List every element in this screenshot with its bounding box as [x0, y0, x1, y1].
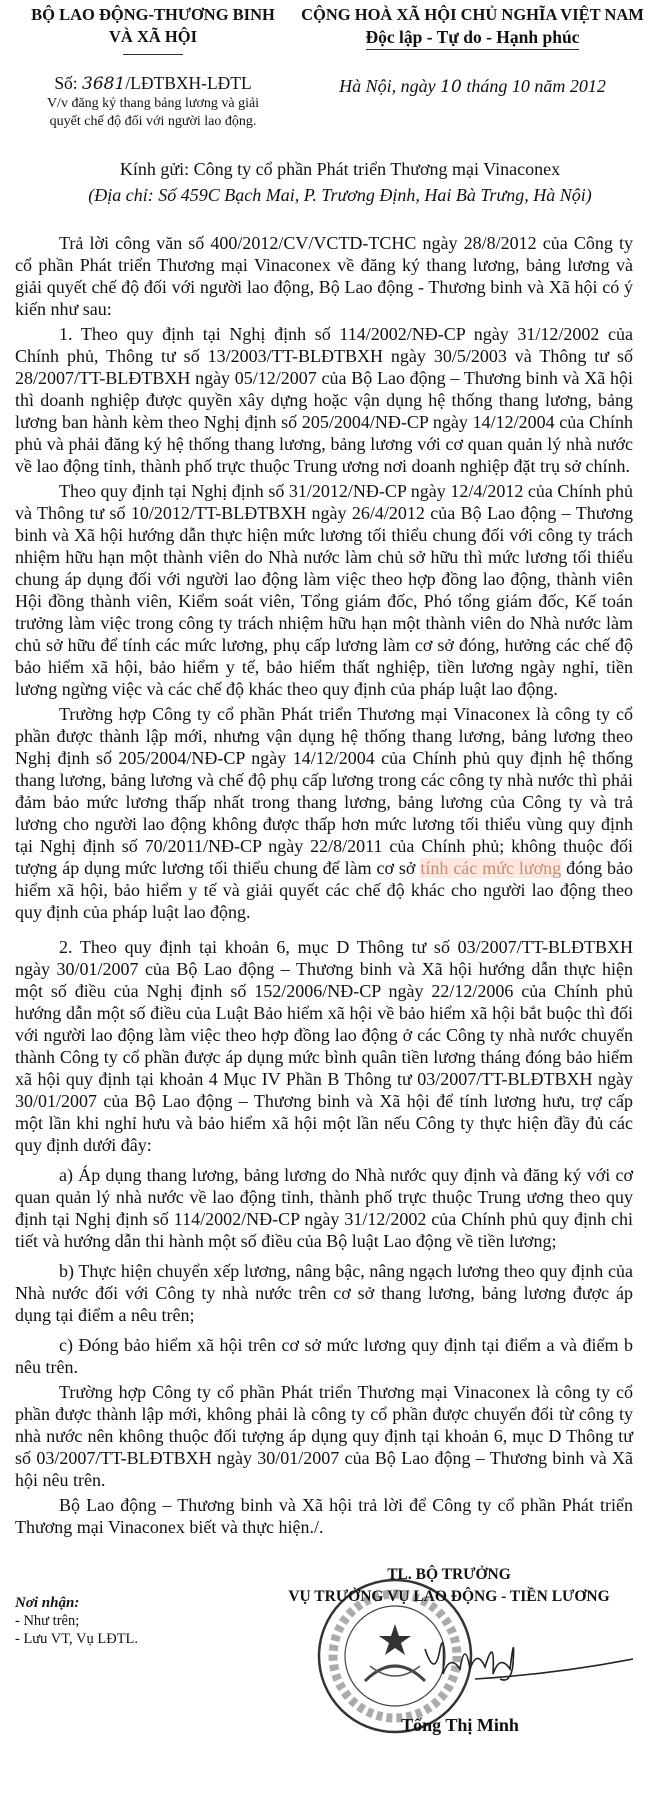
date-suffix: tháng 10 năm 2012 [461, 76, 606, 96]
national-header [300, 4, 645, 97]
divider [123, 54, 183, 55]
signer-name: Tống Thị Minh [401, 1715, 519, 1735]
highlighted-text: tính các mức lương [420, 858, 562, 878]
document-number [8, 73, 298, 94]
handwritten-number: 3681 [82, 74, 126, 94]
signature-title-1: TL. BỘ TRƯỞNG [387, 1566, 511, 1583]
item-b: b) Thực hiện chuyển xếp lương, nâng bậc, nâng ngạch lương theo quy định của Nhà nước đối với Công ty nhà nước trên cơ sở thang lương, bảng lương được áp dụng tại điểm a nêu trên; [15, 1261, 633, 1325]
item-c: c) Đóng bảo hiểm xã hội trên cơ sở mức lương quy định tại điểm a và điểm b nêu trên. [15, 1335, 633, 1377]
ministry-name-line2: VÀ XÃ HỘI [108, 27, 197, 46]
paragraph-1c-text-end: đóng bảo hiểm xã hội, bảo hiểm y tế và giải quyết các chế độ khác cho người lao động theo quy định của pháp luật lao động. [15, 858, 633, 922]
closing-paragraph: Bộ Lao động – Thương binh và Xã hội trả lời để Công ty cổ phần Phát triển Thương mại Vinaconex biết và thực hiện./. [15, 1495, 633, 1537]
recipient-address: (Địa chỉ: Số 459C Bạch Mai, P. Trương Định, Hai Bà Trưng, Hà Nội) [88, 185, 592, 205]
country-name: CỘNG HOÀ XÃ HỘI CHỦ NGHĨA VIỆT NAM [301, 5, 644, 24]
paragraph-1b: Theo quy định tại Nghị định số 31/2012/NĐ-CP ngày 12/4/2012 của Chính phủ và Thông tư số 10/2012/TT-BLĐTBXH ngày 26/4/2012 của Bộ Lao động – Thương binh và Xã hội hướng dẫn thực hiện mức lương tối thiểu chung đối với công ty trách nhiệm hữu hạn một thành viên do Nhà nước làm chủ sở hữu thì mức lương tối thiểu chung áp dụng đối với người lao động làm việc theo hợp đồng lao động, thành viên Hội đồng thành viên, Kiểm soát viên, Tổng giám đốc, Phó tổng giám đốc, Kế toán trưởng làm việc trong công ty trách nhiệm hữu hạn một thành viên do Nhà nước làm chủ sở hữu để tính các mức lương, phụ cấp lương làm cơ sở đóng, hưởng các chế độ bảo hiểm xã hội, bảo hiểm y tế, bảo hiểm thất nghiệp, tiền lương ngày nghỉ, tiền lương ngừng việc và các chế độ khác theo quy định của pháp luật lao động. [15, 481, 633, 699]
letter-body [15, 232, 633, 1754]
issuer-block [8, 4, 298, 130]
paragraph-1: 1. Theo quy định tại Nghị định số 114/2002/NĐ-CP ngày 31/12/2002 của Chính phủ, Thông tư số 13/2003/TT-BLĐTBXH ngày 30/5/2003 và Thông tư số 28/2007/TT-BLĐTBXH ngày 05/12/2007 của Bộ Lao động – Thương binh và Xã hội thì doanh nghiệp được quyền xây dựng hoặc vận dụng hệ thống thang lương, bảng lương ban hành kèm theo Nghị định số 205/2004/NĐ-CP ngày 14/12/2004 của Chính phủ và phải đăng ký hệ thống thang lương, bảng lương với cơ quan quản lý nhà nước về lao động tỉnh, thành phố trực thuộc Trung ương nơi doanh nghiệp đặt trụ sở chính. [15, 324, 633, 476]
receivers-title: Nơi nhận: [15, 1595, 80, 1611]
issue-date [300, 76, 645, 97]
paragraph-1c [15, 703, 633, 923]
receiver-item: - Như trên; [15, 1613, 80, 1629]
number-prefix: Số: [54, 73, 83, 93]
signature-block [265, 1564, 633, 1608]
subject-line2: quyết chế độ đối với người lao động. [49, 114, 257, 129]
handwritten-signature-icon [415, 1624, 633, 1704]
paragraph-1c-text: Trường hợp Công ty cổ phần Phát triển Thương mại Vinaconex là công ty cổ phần được thành lập mới, nhưng vận dụng hệ thống thang lương, bảng lương theo Nghị định số 205/2004/NĐ-CP ngày 14/12/2004 của Chính phủ quy định hệ thống thang lương, bảng lương và chế độ phụ cấp lương trong các công ty nhà nước thì phải đảm bảo mức lương thấp nhất trong thang lương, bảng lương của Công ty và trả lương cho người lao động không được thấp hơn mức lương tối thiểu vùng quy định tại Nghị định số 70/2011/NĐ-CP ngày 22/8/2011 của Chính phủ; không thuộc đối tượng áp dụng mức lương tối thiểu chung để làm cơ sở [15, 704, 633, 878]
letter-footer [15, 1564, 633, 1754]
subject-line1: V/v đăng ký thang bảng lương và giải [46, 96, 260, 111]
number-suffix: /LĐTBXH-LĐTL [125, 73, 252, 93]
signature-title-2: VỤ TRƯỞNG VỤ LAO ĐỘNG - TIỀN LƯƠNG [288, 1588, 610, 1605]
recipient-to: Kính gửi: Công ty cổ phần Phát triển Thương mại Vinaconex [119, 159, 561, 179]
national-motto: Độc lập - Tự do - Hạnh phúc [366, 26, 580, 50]
date-prefix: Hà Nội, ngày [339, 76, 441, 96]
ministry-name-line1: BỘ LAO ĐỘNG-THƯƠNG BINH [31, 5, 275, 24]
receivers-block [15, 1594, 215, 1648]
intro-paragraph: Trả lời công văn số 400/2012/CV/VCTD-TCHC ngày 28/8/2012 của Công ty cổ phần Phát triển Thương mại Vinaconex về đăng ký thang lương, bảng lương và giải quyết chế độ đối với người lao động, Bộ Lao động - Thương binh và Xã hội có ý kiến như sau: [15, 233, 633, 319]
handwritten-day: 10 [440, 77, 462, 97]
recipient-block [0, 156, 650, 208]
item-a: a) Áp dụng thang lương, bảng lương do Nhà nước quy định và đăng ký với cơ quan quản lý nhà nước về lao động tỉnh, thành phố trực thuộc Trung ương theo quy định tại Nghị định số 114/2002/NĐ-CP ngày 31/12/2002 của Chính phủ quy định chi tiết và hướng dẫn thi hành một số điều của Bộ luật Lao động về tiền lương; [15, 1165, 633, 1251]
paragraph-2b: Trường hợp Công ty cổ phần Phát triển Thương mại Vinaconex là công ty cổ phần được thành lập mới, không phải là công ty cổ phần được chuyển đổi từ công ty nhà nước nên không thuộc đối tượng áp dụng quy định tại khoản 6, mục D Thông tư số 03/2007/TT-BLĐTBXH ngày 30/01/2007 của Bộ Lao động – Thương binh và Xã hội nêu trên. [15, 1382, 633, 1490]
receiver-item: - Lưu VT, Vụ LĐTL. [15, 1631, 139, 1647]
paragraph-2: 2. Theo quy định tại khoản 6, mục D Thông tư số 03/2007/TT-BLĐTBXH ngày 30/01/2007 của Bộ Lao động – Thương binh và Xã hội hướng dẫn thực hiện một số điều của Nghị định số 152/2006/NĐ-CP ngày 22/12/2006 của Chính phủ hướng dẫn một số điều của Luật Bảo hiểm xã hội về bảo hiểm xã hội bắt buộc thì đối với người lao động làm việc theo hợp đồng lao động ở các Công ty nhà nước chuyển thành Công ty cổ phần được áp dụng mức bình quân tiền lương tháng đóng bảo hiểm xã hội quy định tại khoản 4 Mục IV Phần B Thông tư 03/2007/TT-BLĐTBXH ngày 30/01/2007 của Bộ Lao động – Thương binh và Xã hội để tính lương hưu, trợ cấp một lần khi nghỉ hưu và bảo hiểm xã hội một lần nếu Công ty thực hiện đầy đủ các quy định dưới đây: [15, 937, 633, 1155]
